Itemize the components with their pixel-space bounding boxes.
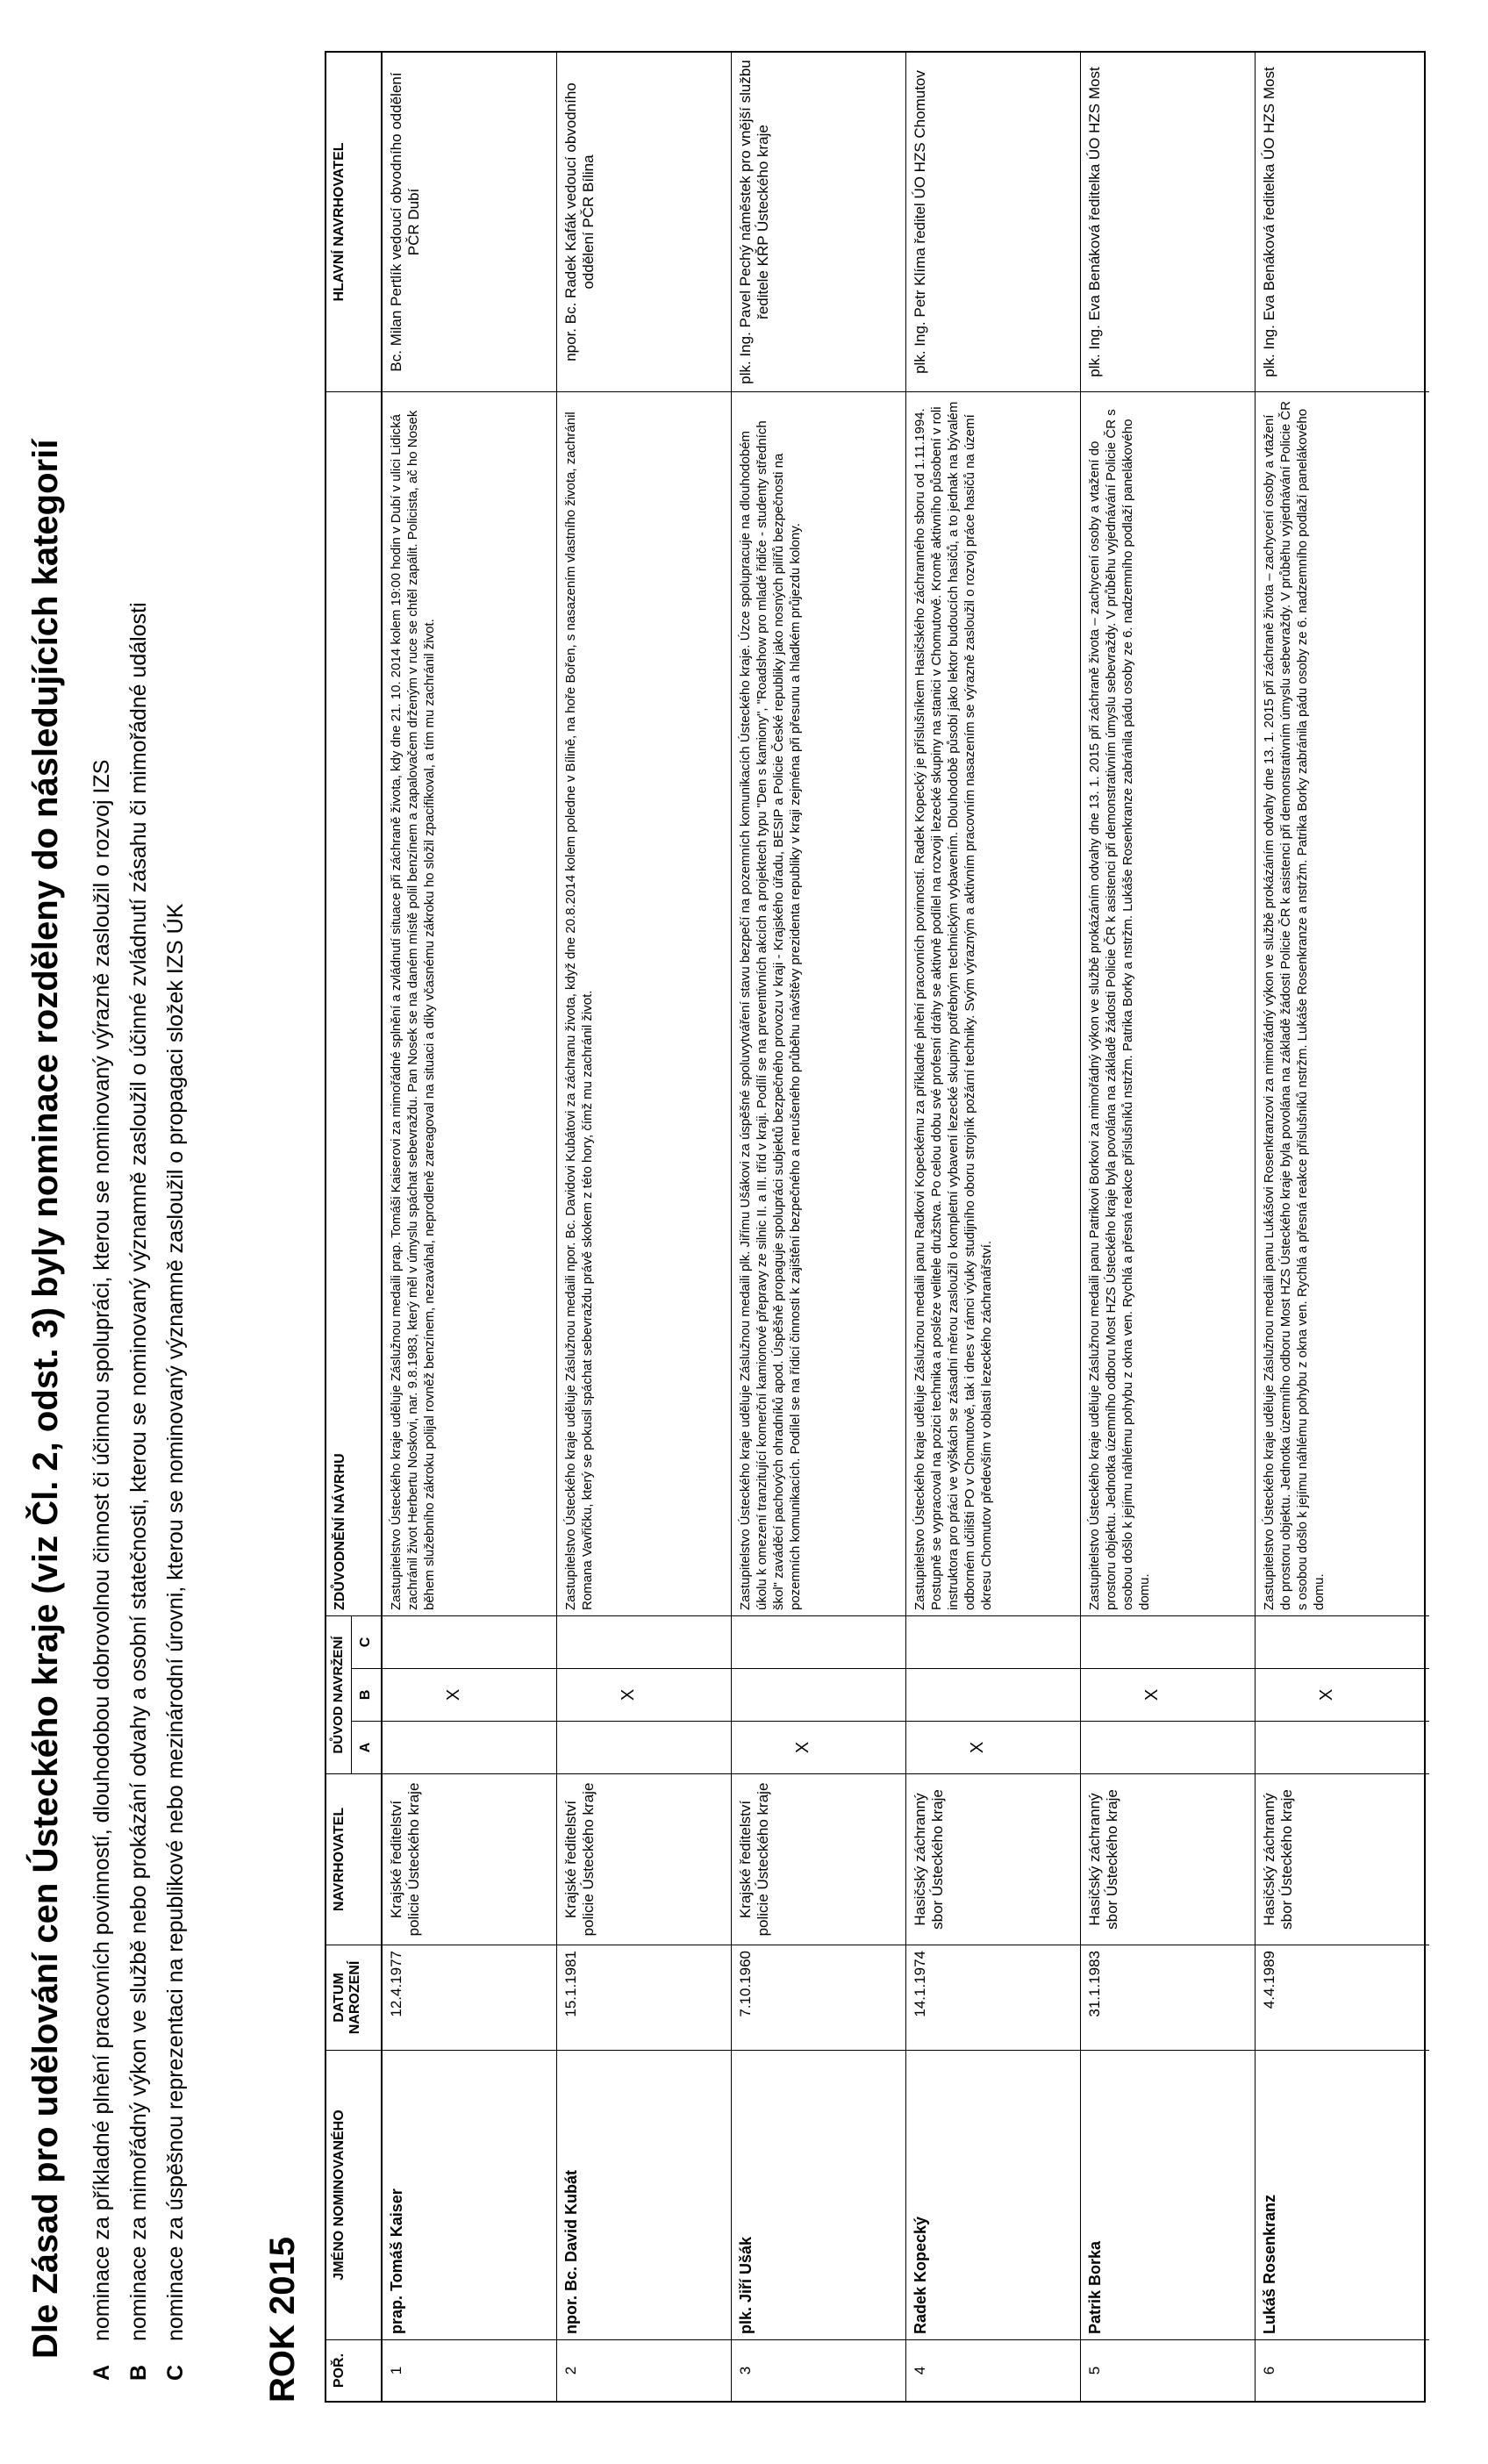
row-text: Zastupitelstvo Ústeckého kraje uděluje Záslužnou medaili panu Lukášovi Rosenkranzovi za mimořádný výkon ve službě prokázáním odvahy dne 13. 1. 2015 při záchraně života – zachycení osoby a vtažení do prostoru objektu. Jednotka územního odboru Most HZS Ústeckého kraje byla povolána na základě žádosti Policie ČR k asistenci při demonstrativním úmyslu sebevraždy. V průběhu vyjednávání Policie ČR s osobou došlo k jejímu náhlému pohybu z okna ven. Rychlá a přesná reakce příslušníků nstržm. Lukáše Rosenkranze a nstržm. Patrika Borky zabránila pádu osoby ze 6. nadzemního podlaží panelákového domu. <box>1256 391 1429 1615</box>
row-mark-c <box>732 1615 905 1668</box>
row-hlavni: npor. Bc. Radek Kafák vedoucí obvodního oddělení PČR Bílina <box>562 82 597 362</box>
row-date: 4.4.1989 <box>1256 1945 1429 2050</box>
row-mark-b <box>906 1668 1080 1721</box>
row-por: 5 <box>1081 2339 1255 2401</box>
row-navrhovatel: Hasičský záchranný sbor Ústeckého kraje <box>1256 1773 1429 1945</box>
row-mark-b: X <box>1256 1668 1429 1721</box>
header-zduvodneni: ZDŮVODNĚNÍ NÁVRHU <box>326 391 381 1615</box>
row-text: Zastupitelstvo Ústeckého kraje uděluje Záslužnou medaili npor. Bc. Davidovi Kubátovi za záchranu života, když dne 20.8.2014 kolem poledne v Bílině, na hoře Bořen, s nasazením vlastního života, zachránil Romana Vavřičku, který se pokusil spáchat sebevraždu právě skokem z této hory, čímž mu zachránil život. <box>557 391 731 1615</box>
row-por: 6 <box>1256 2339 1429 2401</box>
row-date: 12.4.1977 <box>383 1945 556 2050</box>
table-row <box>383 53 557 2401</box>
table-header <box>326 53 383 2401</box>
nominations-table <box>325 51 1426 2403</box>
category-c <box>161 47 190 2381</box>
row-por: 3 <box>732 2339 905 2401</box>
header-hlavni: HLAVNÍ NAVRHOVATEL <box>332 142 347 302</box>
row-mark-b: X <box>383 1668 556 1721</box>
row-name: prap. Tomáš Kaiser <box>383 2050 556 2339</box>
table-row <box>1081 53 1256 2401</box>
row-mark-c <box>1081 1615 1255 1668</box>
header-reason-letters <box>352 1616 381 1773</box>
row-mark-a <box>1256 1721 1429 1773</box>
row-name: Radek Kopecký <box>906 2050 1080 2339</box>
category-label: A <box>89 2364 114 2381</box>
category-label: B <box>126 2364 151 2381</box>
row-hlavni: plk. Ing. Eva Benáková ředitelka ÚO HZS Most <box>1261 67 1277 377</box>
row-mark-c <box>1256 1615 1429 1668</box>
row-navrhovatel: Krajské ředitelství policie Ústeckého kraje <box>732 1773 905 1945</box>
row-mark-a <box>557 1721 731 1773</box>
header-c: C <box>358 1637 373 1648</box>
table-row <box>906 53 1081 2401</box>
row-navrhovatel: Krajské ředitelství policie Ústeckého kraje <box>383 1773 556 1945</box>
category-list <box>88 47 198 2381</box>
header-navrhovatel: NAVRHOVATEL <box>326 1773 381 1945</box>
header-por: POŘ. <box>326 2339 381 2401</box>
row-mark-b: X <box>1081 1668 1255 1721</box>
header-reasons <box>326 1615 381 1773</box>
row-text: Zastupitelstvo Ústeckého kraje uděluje Záslužnou medaili panu Radkovi Kopeckému za příkladné plnění pracovních povinností. Radek Kopecký je příslušníkem Hasičského záchranného sboru od 1.11.1994. Postupně se vypracoval na pozici technika a posléze velitele družstva. Po celou dobu své profesní dráhy se aktivně podílel na rozvoji lezecké skupiny na stanici v Chomutově. Kromě aktivního působení v roli instruktora pro práci ve výškách se zásadní měrou zasloužil o kompletní vybavení lezecké skupiny potřebným technickým vybavením. Dlouhodobě působí jako lektor budoucích hasičů, a to jednak na bývalém odborném učilišti PO v Chomutově, tak i dnes v rámci výuky studijního oboru strojník požární techniky. Svým výrazným a aktivním pracovním nasazením se výrazně zasloužil o rozvoj práce hasičů na území okresu Chomutov především v oblasti lezeckého záchranářství. <box>906 391 1080 1615</box>
row-hlavni: plk. Ing. Petr Klíma ředitel ÚO HZS Chomutov <box>912 70 928 374</box>
table-row <box>557 53 732 2401</box>
row-mark-a <box>1081 1721 1255 1773</box>
header-duvod: DŮVOD NAVRŽENÍ <box>326 1616 352 1773</box>
category-text: nominace za příkladné plnění pracovních povinností, dlouhodobou dobrovolnou činnost či účinnou spolupráci, kterou se nominovaný výrazně zasloužil o rozvoj IZS <box>89 759 114 2341</box>
table-row <box>1256 53 1429 2401</box>
row-hlavni: Bc. Milan Pertlík vedoucí obvodního oddělení PČR Dubí <box>388 72 422 372</box>
row-date: 15.1.1981 <box>557 1945 731 2050</box>
row-por: 2 <box>557 2339 731 2401</box>
category-b <box>125 47 153 2381</box>
row-navrhovatel: Hasičský záchranný sbor Ústeckého kraje <box>1081 1773 1255 1945</box>
row-text: Zastupitelstvo Ústeckého kraje uděluje Záslužnou medaili prap. Tomáši Kaiserovi za mimořádné splnění a zvládnutí situace při záchraně života, kdy dne 21. 10. 2014 kolem 19:00 hodin v Dubí v ulici Lidická zachránil život Herbertu Noskovi, nar. 9.8.1983, který měl v úmyslu spáchat sebevraždu. Pan Nosek se na daném místě polil benzínem a zapalovačem drženým v ruce se chtěl zapálit. Policista, ač ho Nosek během služebního zákroku polijal rovněž benzínem, nezaváhal, neprodleně zareagoval na situaci a díky včasnému zákroku ho složil zpacifikoval, a tím mu zachránil život. <box>383 391 556 1615</box>
row-por: 1 <box>383 2339 556 2401</box>
category-text: nominace za úspěšnou reprezentaci na republikové nebo mezinárodní úrovni, kterou se nominovaný významně zasloužil o propagaci složek IZS ÚK <box>163 903 188 2341</box>
row-name: Lukáš Rosenkranz <box>1256 2050 1429 2339</box>
row-mark-b <box>732 1668 905 1721</box>
header-a: A <box>352 1721 381 1773</box>
row-text: Zastupitelstvo Ústeckého kraje uděluje Záslužnou medaili plk. Jiřímu Ušákovi za úspěšné spoluvytváření stavu bezpečí na pozemních komunikacích Ústeckého kraje. Úzce spolupracuje na dlouhodobém úkolu k omezení tranzitující komerční kamionové přepravy ze silnic II. a III. tříd v kraji. Podílí se na preventivních akcích a projektech typu "Den s kamiony", "Roadshow pro mladé řidiče - studenty středních škol" zaváděcí pachových ohradníků apod. Úspěšně propaguje spolupráci subjektů bezpečného provozu v kraji - Krajského úřadu, BESIP a Policie České republiky jako nosných pilířů bezpečnosti na pozemních komunikacích. Podílel se na řídicí činnosti k zajištění bezpečného a nerušeného průběhu návštěvy prezidenta republiky v kraji zejména při přesunu a hladkém průjezdu kolony. <box>732 391 905 1615</box>
row-name: plk. Jiří Ušák <box>732 2050 905 2339</box>
row-name: npor. Bc. David Kubát <box>557 2050 731 2339</box>
row-mark-c <box>383 1615 556 1668</box>
row-navrhovatel: Hasičský záchranný sbor Ústeckého kraje <box>906 1773 1080 1945</box>
row-mark-a: X <box>732 1721 905 1773</box>
row-mark-a <box>383 1721 556 1773</box>
page-title: Dle Zásad pro udělování cen Ústeckého kraje (viz Čl. 2, odst. 3) byly nominace rozděleny do následujících kategorií <box>26 439 65 2359</box>
table-row <box>732 53 906 2401</box>
row-mark-a: X <box>906 1721 1080 1773</box>
row-mark-b: X <box>557 1668 731 1721</box>
row-mark-c <box>906 1615 1080 1668</box>
row-por: 4 <box>906 2339 1080 2401</box>
row-name: Patrik Borka <box>1081 2050 1255 2339</box>
year-heading: ROK 2015 <box>263 2237 302 2403</box>
category-label: C <box>163 2364 188 2381</box>
row-hlavni: plk. Ing. Pavel Pechý náměstek pro vnější službu ředitele KŘP Ústeckého kraje <box>737 60 771 384</box>
header-date: DATUM NAROZENÍ <box>326 1945 381 2050</box>
category-a <box>88 47 116 2381</box>
header-name: JMÉNO NOMINOVANÉHO <box>326 2050 381 2339</box>
row-date: 31.1.1983 <box>1081 1945 1255 2050</box>
header-b: B <box>352 1668 381 1721</box>
row-hlavni: plk. Ing. Eva Benáková ředitelka ÚO HZS Most <box>1086 67 1103 377</box>
row-mark-c <box>557 1615 731 1668</box>
row-navrhovatel: Krajské ředitelství policie Ústeckého kraje <box>557 1773 731 1945</box>
row-date: 7.10.1960 <box>732 1945 905 2050</box>
row-text: Zastupitelstvo Ústeckého kraje uděluje Záslužnou medaili panu Patrikovi Borkovi za mimořádný výkon ve službě prokázáním odvahy dne 13. 1. 2015 při záchraně života – zachycení osoby a vtažení do prostoru objektu. Jednotka územního odboru Most HZS Ústeckého kraje byla povolána na základě žádosti Policie ČR k asistenci při demonstrativním úmyslu sebevraždy. V průběhu vyjednávání Policie ČR s osobou došlo k jejímu náhlému pohybu z okna ven. Rychlá a přesná reakce příslušníků nstržm. Patrika Borky a nstržm. Lukáše Rosenkranze zabránila pádu osoby ze 6. nadzemního podlaží panelákového domu. <box>1081 391 1255 1615</box>
row-date: 14.1.1974 <box>906 1945 1080 2050</box>
category-text: nominace za mimořádný výkon ve službě nebo prokázání odvahy a osobní statečnosti, kterou se nominovaný významně zasloužil o účinné zvládnutí zásahu či mimořádné události <box>126 602 151 2341</box>
